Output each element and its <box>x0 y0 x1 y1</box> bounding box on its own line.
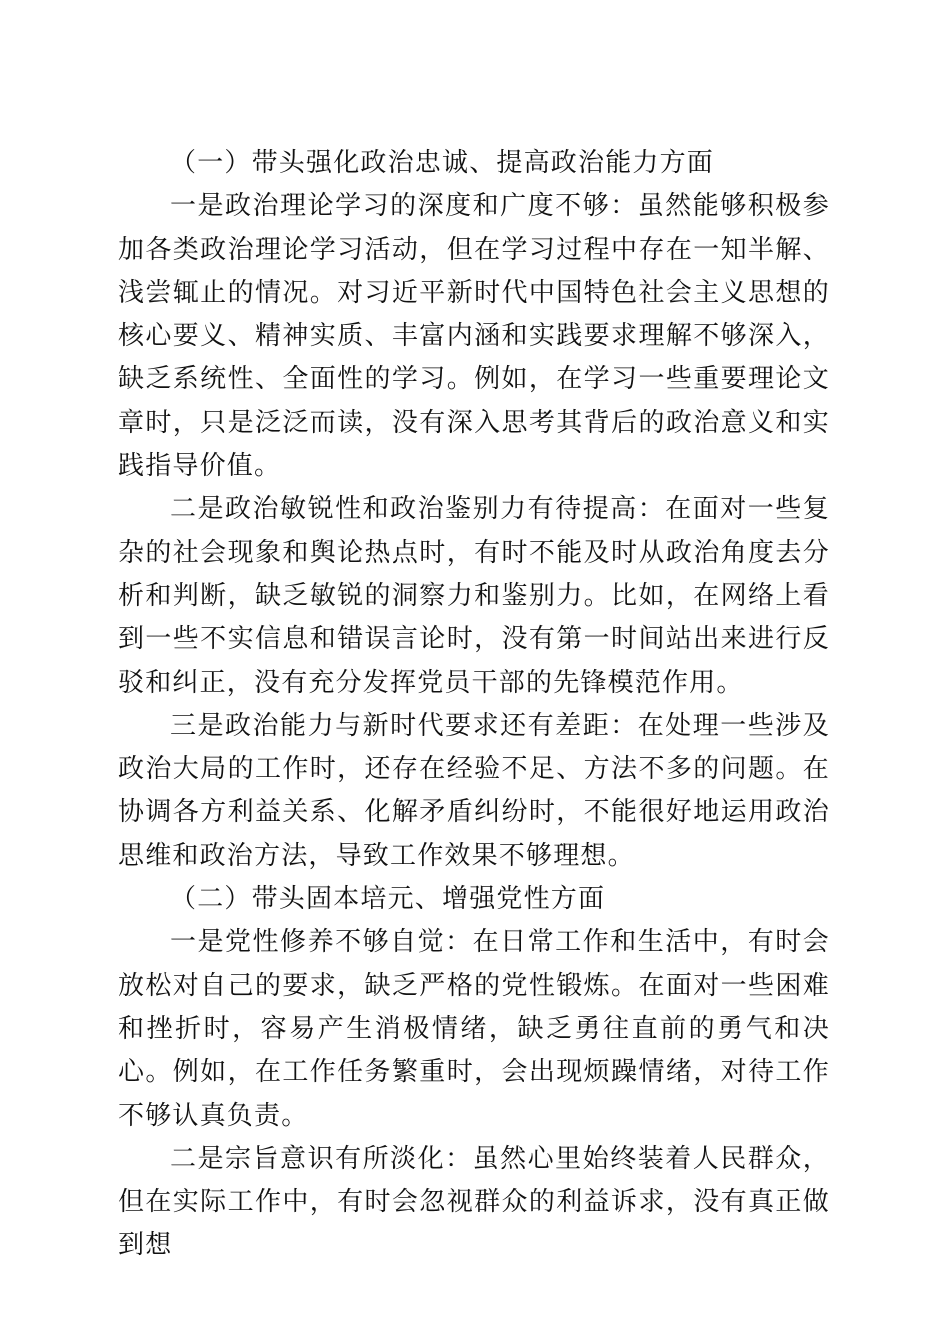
section-heading-2: （二）带头固本培元、增强党性方面 <box>170 884 606 915</box>
paragraph-1-1: 一是政治理论学习的深度和广度不够：虽然能够积极参加各类政治理论学习活动，但在学习过程中存在一知半解、浅尝辄止的情况。对习近平新时代中国特色社会主义思想的核心要义、精神实质、丰富内涵和实践要求理解不够深入，缺乏系统性、全面性的学习。例如，在学习一些重要理论文章时，只是泛泛而读，没有深入思考其背后的政治意义和实践指导价值。 <box>118 191 830 482</box>
paragraph-1-2: 二是政治敏锐性和政治鉴别力有待提高：在面对一些复杂的社会现象和舆论热点时，有时不能及时从政治角度去分析和判断，缺乏敏锐的洞察力和鉴别力。比如，在网络上看到一些不实信息和错误言论时，没有第一时间站出来进行反驳和纠正，没有充分发挥党员干部的先锋模范作用。 <box>118 494 830 698</box>
document-body <box>118 142 830 1268</box>
section-heading-1: （一）带头强化政治忠诚、提高政治能力方面 <box>170 148 715 178</box>
paragraph-2-1: 一是党性修养不够自觉：在日常工作和生活中，有时会放松对自己的要求，缺乏严格的党性锻炼。在面对一些困难和挫折时，容易产生消极情绪，缺乏勇往直前的勇气和决心。例如，在工作任务繁重时，会出现烦躁情绪，对待工作不够认真负责。 <box>118 927 830 1131</box>
paragraph-1-3: 三是政治能力与新时代要求还有差距：在处理一些涉及政治大局的工作时，还存在经验不足、方法不多的问题。在协调各方利益关系、化解矛盾纠纷时，不能很好地运用政治思维和政治方法，导致工作效果不够理想。 <box>118 710 830 871</box>
paragraph-2-2: 二是宗旨意识有所淡化：虽然心里始终装着人民群众，但在实际工作中，有时会忽视群众的利益诉求，没有真正做到想 <box>118 1143 830 1261</box>
